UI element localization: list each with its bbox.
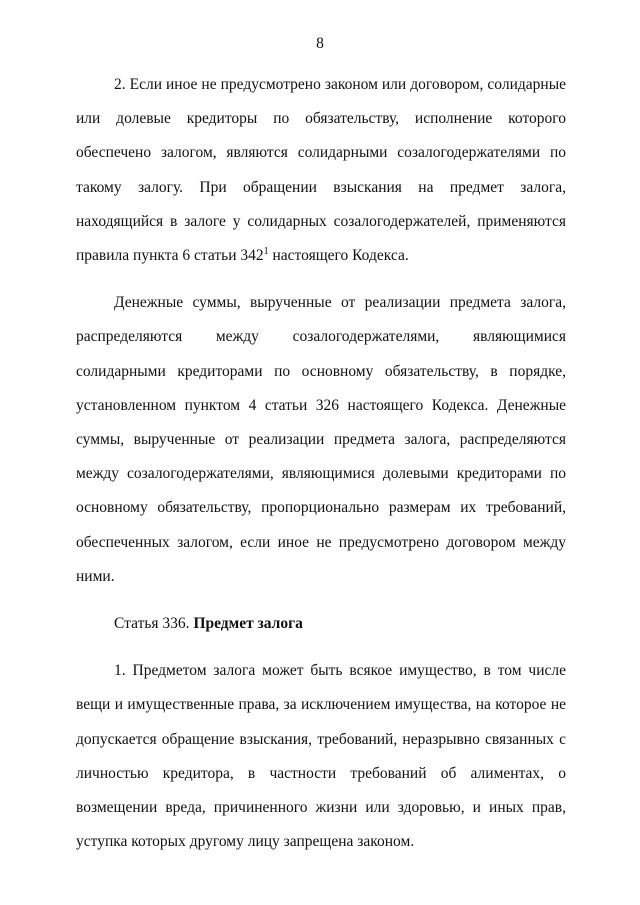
paragraph-gap	[76, 641, 566, 654]
paragraph-1-tail: настоящего Кодекса.	[268, 247, 409, 265]
paragraph-gap	[76, 273, 566, 286]
superscript-index: 1	[263, 246, 269, 258]
paragraph-2: Денежные суммы, вырученные от реализации предмета залога, распределяются между созалогодержателями, являющимися солидарными кредиторами по основному обязательству, в порядке, установленном пунктом 4 статьи 326 настоящего Кодекса. Денежные суммы, вырученные от реализации предмета залога, распределяются между созалогодержателями, являющимися долевыми кредиторами по основному обязательству, пропорционально размерам их требований, обеспеченных залогом, если иное не предусмотрено договором между ними.	[76, 294, 566, 585]
paragraph-gap	[76, 594, 566, 607]
paragraph-1-text: 2. Если иное не предусмотрено законом или договором, солидарные или долевые кредиторы по обязательству, исполнение которого обеспечено залогом, являются солидарными созалогодержателями по такому залогу. При обращении взыскания на предмет залога, находящийся в залоге у солидарных созалогодержателей, применяются правила пункта 6 статьи 342	[76, 76, 566, 265]
article-number: Статья 336.	[114, 615, 194, 633]
paragraph-3: 1. Предметом залога может быть всякое имущество, в том числе вещи и имущественные права, за исключением имущества, на которое не допускается обращение взыскания, требований, неразрывно связанных с личностью кредитора, в частности требований об алиментах, о возмещении вреда, причиненного жизни или здоровью, и иных прав, уступка которых другому лицу запрещена законом.	[76, 662, 566, 851]
document-body	[76, 68, 566, 859]
page-number: 8	[316, 35, 324, 52]
article-title: Предмет залога	[193, 615, 303, 633]
article-heading	[76, 607, 566, 641]
paragraph-1	[76, 68, 566, 273]
